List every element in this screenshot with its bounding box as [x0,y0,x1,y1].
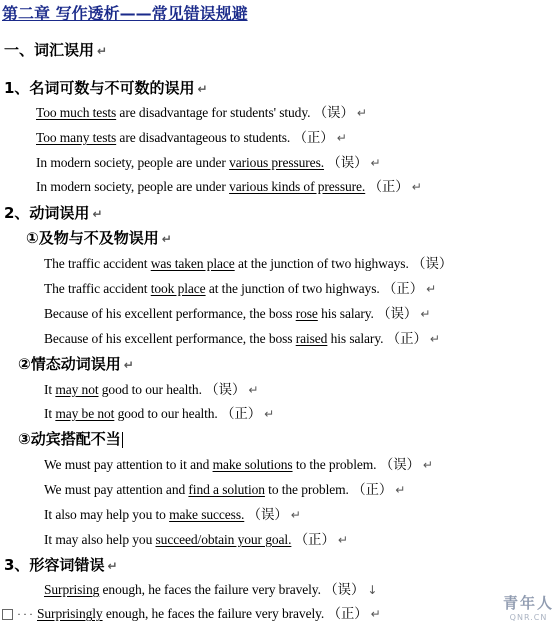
underlined-phrase: was taken place [150,256,235,271]
paragraph-mark-icon: ↵ [395,483,406,497]
watermark-text: 青年人 [502,594,554,612]
example-line [36,153,380,173]
sentence-text: are disadvantage for students' study. [116,105,311,120]
paragraph-mark-icon: ↵ [370,607,381,621]
text-cursor-icon [122,432,123,448]
sentence-text: are disadvantageous to students. [116,130,291,145]
title-text: 第二章 写作透析——常见错误规避 [2,4,248,23]
underlined-phrase: rose [295,306,318,321]
paragraph-mark-icon: ↵ [107,559,118,573]
example-line [44,505,301,525]
down-arrow-icon: ↓ [367,583,378,597]
paragraph-mark-icon: ↵ [336,131,347,145]
underlined-phrase: make solutions [212,457,293,472]
label-correct: （正） [352,482,393,497]
sentence-text: enough, he faces the failure very bravely. [102,606,325,621]
paragraph-mark-icon: ↵ [123,358,134,372]
example-line [44,455,433,475]
paragraph-mark-icon: ↵ [264,407,275,421]
sentence-text: It may also help you [44,532,156,547]
sentence-text: to the problem. [264,482,349,497]
sentence-text: We must pay attention to it and [44,457,213,472]
sentence-text: good to our health. [98,382,202,397]
example-line [44,304,430,324]
sentence-text: at the junction of two highways. [205,281,380,296]
example-line [36,103,367,123]
example-line [44,580,377,600]
label-wrong: （误） [377,306,418,321]
paragraph-mark-icon: ↵ [337,533,348,547]
underlined-phrase: may not [55,382,99,397]
anchor-box-icon [2,609,13,620]
label-wrong: （误） [324,582,365,597]
section-2-heading [4,203,103,224]
underlined-phrase: various kinds of pressure. [229,179,366,194]
sentence-text: The traffic accident [44,256,151,271]
section-2b-heading [18,354,134,375]
label-correct: （正） [386,331,427,346]
label-wrong: （误） [412,256,453,271]
heading-text: ①及物与不及物误用 [26,229,159,247]
section-vocab-heading [4,40,107,61]
paragraph-mark-icon: ↵ [248,383,259,397]
ellipsis-dots-icon: ··· [17,607,35,621]
label-correct: （正） [220,406,262,421]
paragraph-mark-icon: ↵ [420,307,431,321]
example-line [44,279,436,299]
section-3-heading [4,555,118,576]
label-wrong: （误） [247,507,288,522]
sentence-text: enough, he faces the failure very bravely. [99,582,321,597]
example-line [36,128,347,148]
example-line [44,254,452,274]
section-1-heading [4,78,208,99]
underlined-phrase: make success. [169,507,245,522]
paragraph-mark-icon: ↵ [161,232,172,246]
section-2a-heading [26,228,172,249]
sentence-text: It [44,406,56,421]
heading-text: 3、形容词错误 [4,556,105,574]
example-line [36,177,422,197]
example-line [2,604,381,624]
example-line [44,329,440,349]
heading-text: 一、词汇误用 [4,41,95,59]
label-correct: （正） [293,130,334,145]
underlined-phrase: Surprising [44,582,100,597]
paragraph-mark-icon: ↵ [429,332,440,346]
underlined-phrase: raised [295,331,328,346]
underlined-phrase: various pressures. [229,155,325,170]
label-correct: （正） [294,532,335,547]
underlined-phrase: took place [150,281,206,296]
heading-text: 2、动词误用 [4,204,90,222]
label-correct: （正） [382,281,424,296]
sentence-text: his salary. [317,306,374,321]
watermark-domain: QNR.CN [509,613,548,622]
sentence-text: It also may help you to [44,507,170,522]
sentence-text: Because of his excellent performance, the boss [44,331,296,346]
sentence-text: to the problem. [292,457,377,472]
underlined-phrase: Too much tests [36,105,117,120]
label-correct: （正） [327,606,368,621]
sentence-text: his salary. [327,331,384,346]
label-wrong: （误） [379,457,420,472]
heading-text: 1、名词可数与不可数的误用 [4,79,195,97]
label-wrong: （误） [327,155,368,170]
example-line [44,404,274,424]
sentence-text: good to our health. [114,406,218,421]
sentence-text: In modern society, people are under [36,155,230,170]
underlined-phrase: find a solution [188,482,265,497]
paragraph-mark-icon: ↵ [290,508,301,522]
sentence-text: Because of his excellent performance, the boss [44,306,296,321]
paragraph-mark-icon: ↵ [97,44,108,58]
underlined-phrase: Surprisingly [37,606,103,621]
paragraph-mark-icon: ↵ [370,156,381,170]
paragraph-mark-icon: ↵ [356,106,367,120]
section-2c-heading [18,429,123,449]
heading-text: ③动宾搭配不当 [18,430,121,448]
paragraph-mark-icon: ↵ [197,82,208,96]
paragraph-mark-icon: ↵ [426,282,437,296]
sentence-text: The traffic accident [44,281,151,296]
example-line [44,480,405,500]
label-wrong: （误） [205,382,246,397]
paragraph-mark-icon: ↵ [411,180,422,194]
example-line [44,380,258,400]
page-title [2,4,248,24]
sentence-text: It [44,382,56,397]
sentence-text: at the junction of two highways. [234,256,409,271]
site-watermark [503,592,554,622]
underlined-phrase: Too many tests [36,130,117,145]
paragraph-mark-icon: ↵ [92,207,103,221]
underlined-phrase: succeed/obtain your goal. [155,532,292,547]
heading-text: ②情态动词误用 [18,355,121,373]
underlined-phrase: may be not [55,406,115,421]
sentence-text: We must pay attention and [44,482,189,497]
example-line [44,530,348,550]
sentence-text: In modern society, people are under [36,179,230,194]
paragraph-mark-icon: ↵ [422,458,433,472]
label-correct: （正） [368,179,409,194]
label-wrong: （误） [313,105,354,120]
